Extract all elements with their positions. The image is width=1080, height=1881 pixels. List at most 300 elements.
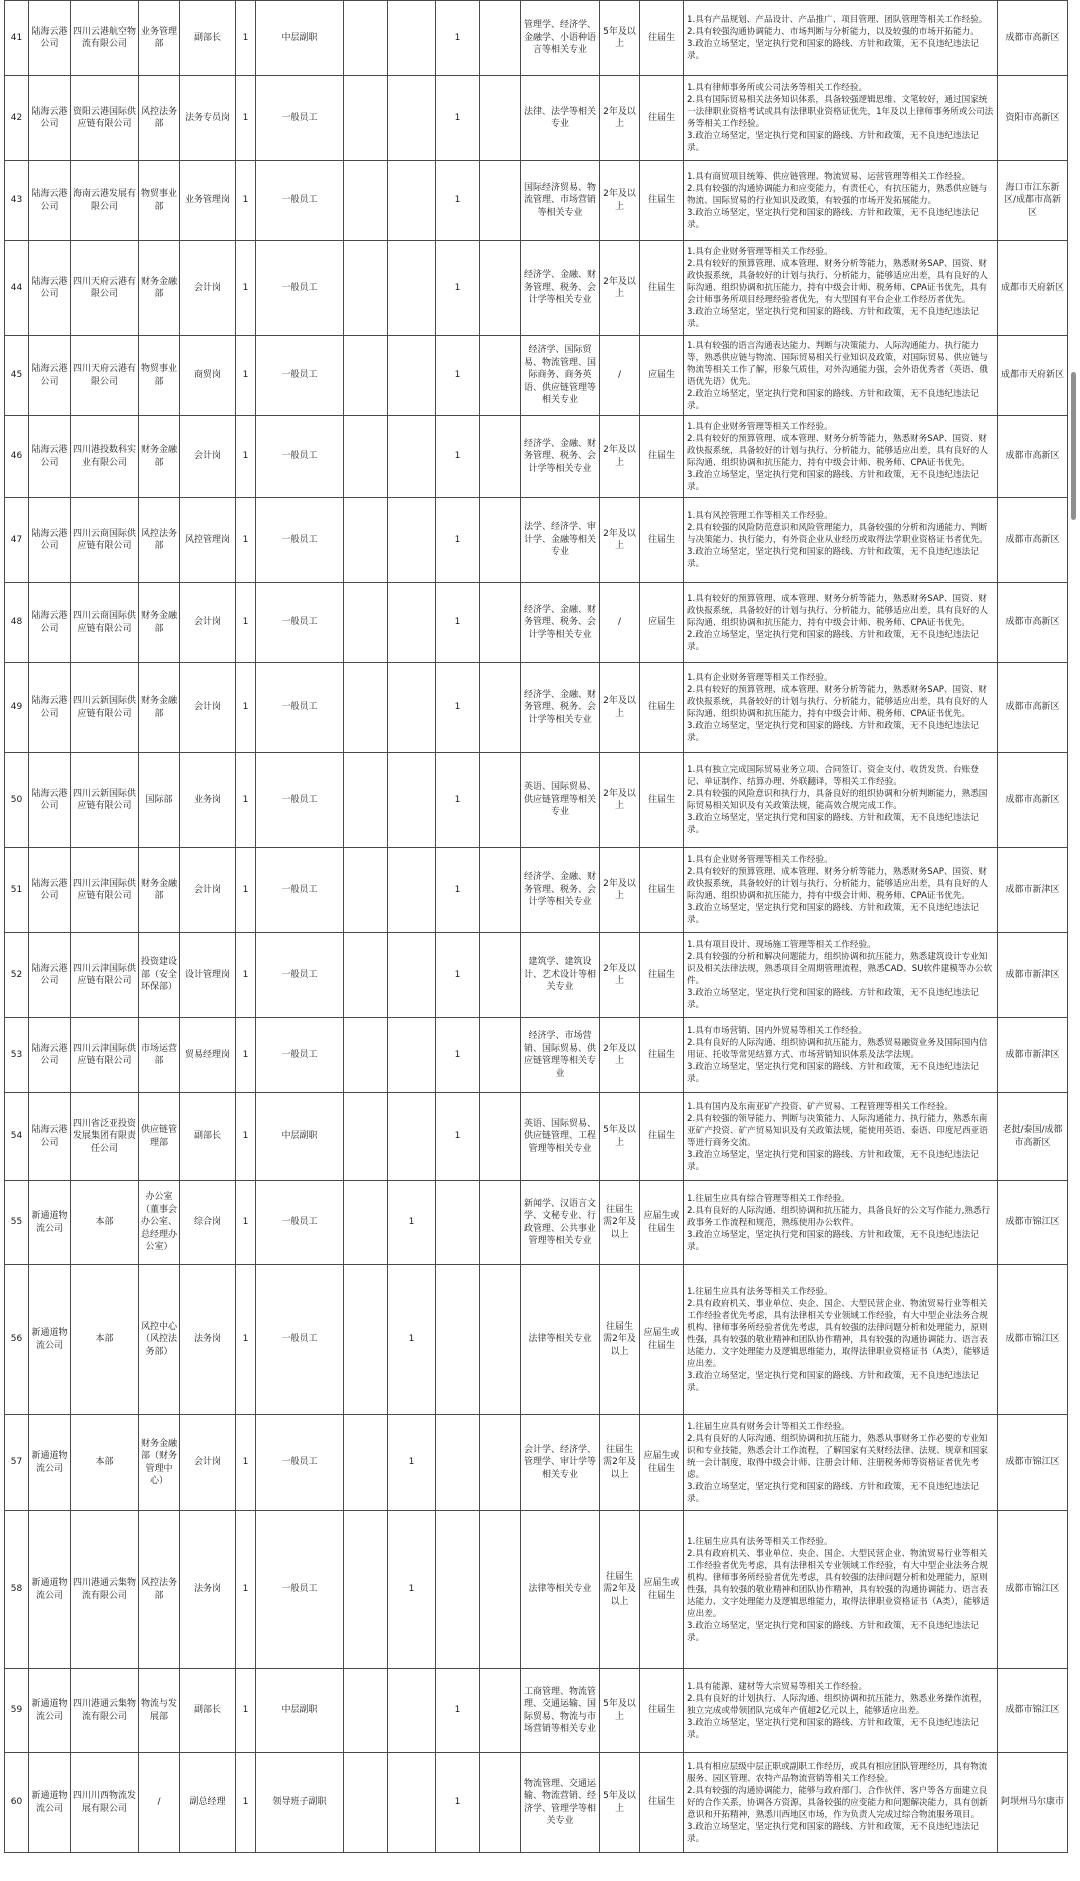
requirement-line: 2.具有较强的风险意识和执行力，具备良好的组织协调和分析判断能力，熟悉国际贸易相关知识及有关政策法规，能高效合规完成工作。	[687, 789, 988, 811]
company-cell: 本部	[71, 1181, 139, 1265]
company-cell: 四川云商国际供应链有限公司	[71, 498, 139, 583]
requirement-line: 1.往届生应具有法务等相关工作经验。	[687, 1536, 833, 1547]
experience-cell: 2年及以上	[600, 663, 640, 753]
count-col-4	[480, 1511, 521, 1669]
headcount-cell: 1	[236, 1511, 256, 1669]
requirements-cell	[684, 1511, 998, 1669]
experience-cell: 往届生需2年及以上	[600, 1511, 640, 1669]
count-col-4	[480, 1415, 521, 1511]
count-col-3: 1	[436, 583, 480, 663]
requirement-line: 3.政治立场坚定，坚定执行党和国家的路线、方针和政策，无不良违纪违法记录。	[687, 903, 979, 925]
level-cell: 一般员工	[256, 1415, 344, 1511]
group-cell: 新通道物流公司	[29, 1511, 71, 1669]
company-cell: 四川云新国际供应链有限公司	[71, 663, 139, 753]
count-col-4	[480, 76, 521, 161]
location-cell: 成都市新津区	[998, 848, 1068, 933]
location-cell: 老挝/泰国/成都市高新区	[998, 1093, 1068, 1181]
requirement-line: 3.政治立场坚定，坚定执行党和国家的路线、方针和政策，无不良违纪违法记录。	[687, 1229, 979, 1252]
major-cell: 法学、经济学、审计学、金融等相关专业	[521, 498, 600, 583]
experience-cell: 往届生需2年及以上	[600, 1265, 640, 1415]
count-col-1	[344, 1415, 388, 1511]
requirements-cell	[684, 1, 998, 76]
table-row	[5, 161, 1068, 241]
count-col-1	[344, 1181, 388, 1265]
major-cell: 经济学、市场营销、国际贸易、供应链管理等相关专业	[521, 1018, 600, 1093]
requirement-line: 1.具有企业财务管理等相关工作经验。	[687, 421, 833, 432]
requirement-line: 1.具有律师事务所或公司法务等相关工作经验。	[687, 83, 868, 93]
requirement-line: 2.具有较好的预算管理、成本管理、财务分析等能力，熟悉财务SAP、国资、财政快报系统，具备较好的计划与执行、分析能力，能够适应出差，具有良好的人际沟通、组织协调和抗压能力，持有中级会计师、税务师、CPA证书优先，具有会计师事务所项目经理经验者优先，有大型国有平台企业工作经历者优先。	[687, 259, 988, 305]
count-col-3: 1	[436, 753, 480, 848]
experience-cell: 5年及以上	[600, 1753, 640, 1853]
department-cell: 物贸事业部	[139, 161, 180, 241]
requirement-line: 1.往届生应具有综合管理等相关工作经验。	[687, 1193, 850, 1204]
requirement-line: 3.政治立场坚定，坚定执行党和国家的路线、方针和政策，无不良违纪违法记录。	[687, 720, 979, 743]
headcount-cell: 1	[236, 933, 256, 1018]
headcount-cell: 1	[236, 336, 256, 416]
group-cell: 陆海云港公司	[29, 753, 71, 848]
row-number: 45	[5, 336, 29, 416]
requirement-line: 2.具有良好的计划执行、人际沟通、组织协调和抗压能力，熟悉业务操作流程，独立完成或带领团队完成年产值超2亿元以上，能够适应出差。	[687, 1693, 988, 1716]
row-number: 50	[5, 753, 29, 848]
count-col-3: 1	[436, 1, 480, 76]
requirement-line: 2.具有较好的预算管理、成本管理、财务分析等能力，熟悉财务SAP、国资、财政快报系统，具备较好的计划与执行、分析能力，能够适应出差，具有良好的人际沟通、组织协调和抗压能力，持有中级会计师、税务师、CPA证书优先。	[687, 433, 988, 468]
position-cell: 法务岗	[180, 1265, 236, 1415]
count-col-4	[480, 753, 521, 848]
major-cell: 经济学、金融、财务管理、税务、会计学等相关专业	[521, 583, 600, 663]
requirements-cell	[684, 241, 998, 336]
position-cell: 业务管理岗	[180, 161, 236, 241]
requirement-line: 1.具有企业财务管理等相关工作经验。	[687, 855, 833, 865]
count-col-3	[436, 1511, 480, 1669]
requirements-cell	[684, 848, 998, 933]
requirements-cell	[684, 1181, 998, 1265]
table-row	[5, 1669, 1068, 1753]
department-cell: 办公室（董事会办公室、总经理办公室）	[139, 1181, 180, 1265]
company-cell: 四川云津国际供应链有限公司	[71, 848, 139, 933]
headcount-cell: 1	[236, 1018, 256, 1093]
experience-cell: 5年及以上	[600, 1669, 640, 1753]
count-col-3	[436, 1415, 480, 1511]
count-col-1	[344, 161, 388, 241]
position-cell: 会计岗	[180, 583, 236, 663]
count-col-3: 1	[436, 416, 480, 498]
count-col-1	[344, 1753, 388, 1853]
requirements-cell	[684, 1018, 998, 1093]
table-row	[5, 1265, 1068, 1415]
requirement-line: 3.政治立场坚定，坚定执行党和国家的路线、方针和政策，无不良违纪违法记录。	[687, 307, 979, 329]
count-col-2: 1	[388, 1511, 436, 1669]
major-cell: 工商管理、物流管理、交通运输、国际贸易、物流与市场营销等相关专业	[521, 1669, 600, 1753]
count-col-3: 1	[436, 1018, 480, 1093]
requirement-line: 1.具有项目设计、现场施工管理等相关工作经验。	[687, 940, 876, 950]
requirement-line: 3.政治立场坚定，坚定执行党和国家的路线、方针和政策，无不良违纪违法记录。	[687, 207, 979, 230]
position-cell: 设计管理岗	[180, 933, 236, 1018]
count-col-4	[480, 1669, 521, 1753]
count-col-1	[344, 241, 388, 336]
company-cell: 四川天府云港有限公司	[71, 241, 139, 336]
count-col-3: 1	[436, 336, 480, 416]
company-cell: 四川云港航空物流有限公司	[71, 1, 139, 76]
department-cell: 财务金融部	[139, 241, 180, 336]
group-cell: 陆海云港公司	[29, 161, 71, 241]
graduate-type-cell: 往届生	[640, 1093, 684, 1181]
level-cell: 一般员工	[256, 848, 344, 933]
row-number: 58	[5, 1511, 29, 1669]
position-cell: 法务专员岗	[180, 76, 236, 161]
department-cell: 国际部	[139, 753, 180, 848]
requirement-line: 3.政治立场坚定，坚定执行党和国家的路线、方针和政策，无不良违纪违法记录。	[687, 1821, 979, 1844]
row-number: 44	[5, 241, 29, 336]
table-row	[5, 663, 1068, 753]
location-cell: 成都市锦江区	[998, 1265, 1068, 1415]
group-cell: 陆海云港公司	[29, 933, 71, 1018]
position-cell: 会计岗	[180, 848, 236, 933]
graduate-type-cell: 应届生或往届生	[640, 1511, 684, 1669]
graduate-type-cell: 往届生	[640, 663, 684, 753]
count-col-4	[480, 848, 521, 933]
graduate-type-cell: 往届生	[640, 753, 684, 848]
location-cell: 资阳市高新区	[998, 76, 1068, 161]
headcount-cell: 1	[236, 1181, 256, 1265]
group-cell: 陆海云港公司	[29, 498, 71, 583]
count-col-2: 1	[388, 1415, 436, 1511]
requirement-line: 3.政治立场坚定，坚定执行党和国家的路线、方针和政策，无不良违纪违法记录。	[687, 1481, 979, 1504]
location-cell: 成都市高新区	[998, 663, 1068, 753]
requirement-line: 1.往届生应具有法务等相关工作经验。	[687, 1286, 833, 1297]
requirement-line: 1.具有企业财务管理等相关工作经验。	[687, 672, 833, 683]
position-cell: 法务岗	[180, 1511, 236, 1669]
recruitment-table	[4, 0, 1068, 1853]
requirement-line: 2.具有较强的沟通协调能力，能够与政府部门、合作伙伴、客户等各方面建立良好的合作关系，协调各方资源，具备较强的应变能力和问题解决能力，具有创新意识和开拓精神，熟悉川西地区市场，作为负责人完成过综合物流服务项目。	[687, 1785, 988, 1820]
count-col-1	[344, 848, 388, 933]
company-cell: 资阳云港国际供应链有限公司	[71, 76, 139, 161]
position-cell: 会计岗	[180, 663, 236, 753]
company-cell: 四川川西物流发展有限公司	[71, 1753, 139, 1853]
count-col-2	[388, 848, 436, 933]
level-cell: 一般员工	[256, 1181, 344, 1265]
requirement-line: 3.政治立场坚定，坚定执行党和国家的路线、方针和政策，无不良违纪违法记录。	[687, 988, 979, 1010]
headcount-cell: 1	[236, 1, 256, 76]
count-col-3	[436, 1181, 480, 1265]
headcount-cell: 1	[236, 583, 256, 663]
level-cell: 一般员工	[256, 416, 344, 498]
requirement-line: 3.政治立场坚定，坚定执行党和国家的路线、方针和政策，无不良违纪违法记录。	[687, 813, 979, 835]
count-col-2	[388, 241, 436, 336]
count-col-1	[344, 336, 388, 416]
location-cell: 成都市高新区	[998, 498, 1068, 583]
location-cell: 成都市锦江区	[998, 1669, 1068, 1753]
major-cell: 国际经济贸易、物流管理、市场营销等相关专业	[521, 161, 600, 241]
department-cell: 供应链管理部	[139, 1093, 180, 1181]
location-cell: 成都市新津区	[998, 1018, 1068, 1093]
department-cell: 财务金融部	[139, 416, 180, 498]
requirement-line: 3.政治立场坚定，坚定执行党和国家的路线、方针和政策，无不良违纪违法记录。	[687, 1717, 979, 1740]
experience-cell: 往届生需2年及以上	[600, 1181, 640, 1265]
major-cell: 新闻学、汉语言文学、文秘专业、行政管理、公共事业管理等相关专业	[521, 1181, 600, 1265]
requirement-line: 2.具有较强的领导能力、判断与决策能力、人际沟通能力、执行能力，熟悉东南亚矿产投资、矿产贸易知识及有关政策法规，能使用英语、泰语、印度尼西亚语等进行商务交流。	[687, 1113, 988, 1148]
count-col-1	[344, 663, 388, 753]
headcount-cell: 1	[236, 1093, 256, 1181]
count-col-4	[480, 583, 521, 663]
count-col-4	[480, 1018, 521, 1093]
count-col-2	[388, 161, 436, 241]
row-number: 43	[5, 161, 29, 241]
table-row	[5, 933, 1068, 1018]
experience-cell: 往届生需2年及以上	[600, 1415, 640, 1511]
experience-cell: 2年及以上	[600, 76, 640, 161]
count-col-2: 1	[388, 1265, 436, 1415]
level-cell: 一般员工	[256, 753, 344, 848]
graduate-type-cell: 往届生	[640, 848, 684, 933]
table-row	[5, 1511, 1068, 1669]
experience-cell: 2年及以上	[600, 933, 640, 1018]
major-cell: 经济学、国际贸易、物流管理、国际商务、商务英语、供应链管理等相关专业	[521, 336, 600, 416]
requirement-line: 2.具有较强的风险防范意识和风险管理能力，具备较强的分析和沟通能力、判断与决策能力、执行能力，有外资企业从业经历或取得法学职业资格证书者优先。	[687, 523, 988, 545]
count-col-4	[480, 1093, 521, 1181]
department-cell: 财务金融部	[139, 848, 180, 933]
experience-cell: /	[600, 336, 640, 416]
requirement-line: 1.具有市场营销、国内外贸易等相关工作经验。	[687, 1026, 868, 1036]
level-cell: 一般员工	[256, 336, 344, 416]
department-cell: 风控法务部	[139, 498, 180, 583]
headcount-cell: 1	[236, 753, 256, 848]
requirement-line: 2.具有较强沟通协调能力、市场判断与分析能力，以及较强的市场开拓能力。	[687, 27, 979, 37]
department-cell: 财务金融部（财务管理中心）	[139, 1415, 180, 1511]
major-cell: 物流管理、交通运输、物流营销、经济学、管理学等相关专业	[521, 1753, 600, 1853]
position-cell: 副总经理	[180, 1753, 236, 1853]
table-row	[5, 336, 1068, 416]
requirement-line: 3.政治立场坚定，坚定执行党和国家的路线、方针和政策，无不良违纪违法记录。	[687, 547, 979, 569]
count-col-2	[388, 498, 436, 583]
requirement-line: 1.具有较强的语言沟通表达能力、判断与决策能力、人际沟通能力、执行能力等，熟悉供应链与物流、国际贸易相关行业知识及政策，对国际贸易、供应链与物流等相关工作了解，形象气质佳，对外沟通能力强，会外语优秀者（英语、俄语优先语）优先。	[687, 340, 988, 387]
count-col-1	[344, 76, 388, 161]
major-cell: 建筑学、建筑设计、艺术设计等相关专业	[521, 933, 600, 1018]
company-cell: 四川云津国际供应链有限公司	[71, 933, 139, 1018]
position-cell: 副部长	[180, 1093, 236, 1181]
level-cell: 一般员工	[256, 241, 344, 336]
requirement-line: 1.具有风控管理工作等相关工作经验。	[687, 511, 833, 521]
company-cell: 四川港投数科实业有限公司	[71, 416, 139, 498]
location-cell: 成都市天府新区	[998, 241, 1068, 336]
level-cell: 中层副职	[256, 1, 344, 76]
department-cell: 物流与发展部	[139, 1669, 180, 1753]
table-row	[5, 848, 1068, 933]
graduate-type-cell: 往届生	[640, 1753, 684, 1853]
requirement-line: 1.具有较好的预算管理、成本管理、财务分析等能力，熟悉财务SAP、国资、财政快报系统，具备较好的计划与执行、分析能力，能够适应出差，具有良好的人际沟通、组织协调和抗压能力，持有中级会计师、税务师、CPA证书优先。	[687, 593, 988, 628]
count-col-1	[344, 1, 388, 76]
position-cell: 副部长	[180, 1, 236, 76]
count-col-1	[344, 933, 388, 1018]
count-col-4	[480, 1265, 521, 1415]
count-col-3: 1	[436, 933, 480, 1018]
requirements-cell	[684, 76, 998, 161]
requirement-line: 3.政治立场坚定，坚定执行党和国家的路线、方针和政策，无不良违纪违法记录。	[687, 131, 979, 153]
requirement-line: 2.具有良好的人际沟通、组织协调和抗压能力，熟悉从事财务工作必要的专业知识和专业技能，熟悉会计工作流程，了解国家有关财经法律、法规、规章和国家统一会计制度，取得中级会计师、注册会计师、注册税务师等资格证者优先考虑。	[687, 1433, 988, 1480]
requirement-line: 2.具有较强的分析和解决问题能力，组织协调和抗压能力，熟悉建筑设计专业知识及相关法律法规，熟悉项目全周期管理流程，熟悉CAD、SU软件建模等办公软件。	[687, 952, 993, 986]
position-cell: 会计岗	[180, 241, 236, 336]
department-cell: 市场运营部	[139, 1018, 180, 1093]
row-number: 53	[5, 1018, 29, 1093]
table-row	[5, 1, 1068, 76]
row-number: 57	[5, 1415, 29, 1511]
table-row	[5, 1093, 1068, 1181]
headcount-cell: 1	[236, 663, 256, 753]
major-cell: 法律、法学等相关专业	[521, 76, 600, 161]
headcount-cell: 1	[236, 1669, 256, 1753]
requirement-line: 1.具有国内及东南亚矿产投资、矿产贸易、工程管理等相关工作经验。	[687, 1101, 954, 1112]
graduate-type-cell: 往届生	[640, 1018, 684, 1093]
group-cell: 新通道物流公司	[29, 1265, 71, 1415]
position-cell: 综合岗	[180, 1181, 236, 1265]
count-col-3: 1	[436, 1753, 480, 1853]
position-cell: 业务岗	[180, 753, 236, 848]
location-cell: 成都市高新区	[998, 583, 1068, 663]
count-col-3: 1	[436, 76, 480, 161]
requirement-line: 2.具有较强的沟通协调能力和应变能力，有责任心，有抗压能力，熟悉供应链与物流、国际贸易的行业知识及政策，有较强的市场开发拓展能力。	[687, 183, 988, 206]
company-cell: 四川省泛亚投资发展集团有限责任公司	[71, 1093, 139, 1181]
level-cell: 领导班子副职	[256, 1753, 344, 1853]
graduate-type-cell: 应届生或往届生	[640, 1265, 684, 1415]
company-cell: 海南云港发展有限公司	[71, 161, 139, 241]
level-cell: 一般员工	[256, 76, 344, 161]
row-number: 49	[5, 663, 29, 753]
count-col-3	[436, 1265, 480, 1415]
department-cell: 风控中心（风控法务部）	[139, 1265, 180, 1415]
requirements-cell	[684, 1753, 998, 1853]
requirement-line: 1.具有能源、建材等大宗贸易等相关工作经验。	[687, 1681, 868, 1692]
requirements-cell	[684, 336, 998, 416]
major-cell: 会计学、经济学、管理学、审计学等相关专业	[521, 1415, 600, 1511]
count-col-1	[344, 1018, 388, 1093]
graduate-type-cell: 应届生	[640, 336, 684, 416]
row-number: 59	[5, 1669, 29, 1753]
experience-cell: 5年及以上	[600, 1, 640, 76]
vertical-scrollbar[interactable]	[1071, 372, 1076, 520]
requirements-cell	[684, 583, 998, 663]
count-col-1	[344, 498, 388, 583]
experience-cell: 2年及以上	[600, 498, 640, 583]
graduate-type-cell: 往届生	[640, 76, 684, 161]
department-cell: 风控法务部	[139, 76, 180, 161]
group-cell: 陆海云港公司	[29, 241, 71, 336]
level-cell: 一般员工	[256, 1018, 344, 1093]
company-cell: 四川云新国际供应链有限公司	[71, 753, 139, 848]
requirements-cell	[684, 1415, 998, 1511]
count-col-2	[388, 416, 436, 498]
level-cell: 一般员工	[256, 1265, 344, 1415]
count-col-4	[480, 498, 521, 583]
requirement-line: 2.具有较好的预算管理、成本管理、财务分析等能力，熟悉财务SAP、国资、财政快报系统，具备较好的计划与执行、分析能力，能够适应出差，具有良好的人际沟通、组织协调和抗压能力，持有中级会计师、税务师、CPA证书优先。	[687, 684, 988, 719]
graduate-type-cell: 应届生或往届生	[640, 1181, 684, 1265]
group-cell: 新通道物流公司	[29, 1415, 71, 1511]
requirement-line: 1.具有商贸项目统筹、供应链管理、物流贸易、运营管理等相关工作经验。	[687, 171, 971, 182]
requirement-line: 3.政治立场坚定，坚定执行党和国家的路线、方针和政策，无不良违纪违法记录。	[687, 1370, 979, 1393]
location-cell: 成都市天府新区	[998, 336, 1068, 416]
requirement-line: 2.政治立场坚定，坚定执行党和国家的路线、方针和政策，无不良违纪违法记录。	[687, 388, 979, 411]
row-number: 52	[5, 933, 29, 1018]
department-cell: 投资建设部（安全环保部）	[139, 933, 180, 1018]
requirement-line: 2.具有政府机关、事业单位、央企、国企、大型民营企业、物流贸易行业等相关工作经验者优先考虑，具有法律相关专业领域工作经验，有大中型企业法务合规机构、律师事务所经验者优先考虑，具有较强的法律问题分析和处理能力，原则性强，具有较强的敬业精神和团队协作精神，具有较强的沟通协调能力、语言表达能力、文字处理能力及逻辑思维能力，取得法律职业资格证书（A类），能够适应出差。	[687, 1548, 990, 1619]
major-cell: 经济学、金融、财务管理、税务、会计学等相关专业	[521, 848, 600, 933]
position-cell: 会计岗	[180, 416, 236, 498]
count-col-1	[344, 1511, 388, 1669]
requirement-line: 1.具有企业财务管理等相关工作经验。	[687, 247, 833, 257]
group-cell: 陆海云港公司	[29, 1, 71, 76]
location-cell: 成都市高新区	[998, 753, 1068, 848]
department-cell: 物贸事业部	[139, 336, 180, 416]
level-cell: 一般员工	[256, 583, 344, 663]
company-cell: 四川港通云集物流有限公司	[71, 1511, 139, 1669]
table-row	[5, 241, 1068, 336]
count-col-2	[388, 1093, 436, 1181]
experience-cell: 5年及以上	[600, 1093, 640, 1181]
count-col-3: 1	[436, 1093, 480, 1181]
requirement-line: 3.政治立场坚定，坚定执行党和国家的路线、方针和政策，无不良违纪违法记录。	[687, 1062, 979, 1084]
requirement-line: 3.政治立场坚定，坚定执行党和国家的路线、方针和政策，无不良违纪违法记录。	[687, 1149, 979, 1172]
count-col-1	[344, 1669, 388, 1753]
company-cell: 四川港通云集物流有限公司	[71, 1669, 139, 1753]
company-cell: 四川云津国际供应链有限公司	[71, 1018, 139, 1093]
level-cell: 一般员工	[256, 933, 344, 1018]
count-col-2	[388, 933, 436, 1018]
group-cell: 新通道物流公司	[29, 1669, 71, 1753]
count-col-2	[388, 336, 436, 416]
count-col-4	[480, 933, 521, 1018]
graduate-type-cell: 往届生	[640, 1, 684, 76]
group-cell: 新通道物流公司	[29, 1181, 71, 1265]
count-col-4	[480, 416, 521, 498]
level-cell: 一般员工	[256, 1511, 344, 1669]
experience-cell: 2年及以上	[600, 161, 640, 241]
major-cell: 经济学、金融、财务管理、税务、会计学等相关专业	[521, 241, 600, 336]
table-row	[5, 753, 1068, 848]
graduate-type-cell: 往届生	[640, 498, 684, 583]
table-row	[5, 1415, 1068, 1511]
count-col-3: 1	[436, 498, 480, 583]
table-body	[5, 1, 1068, 1853]
headcount-cell: 1	[236, 1415, 256, 1511]
count-col-3: 1	[436, 241, 480, 336]
headcount-cell: 1	[236, 161, 256, 241]
position-cell: 贸易经理岗	[180, 1018, 236, 1093]
row-number: 60	[5, 1753, 29, 1853]
level-cell: 一般员工	[256, 161, 344, 241]
department-cell: 风控法务部	[139, 1511, 180, 1669]
requirements-cell	[684, 1265, 998, 1415]
level-cell: 一般员工	[256, 663, 344, 753]
company-cell: 四川云商国际供应链有限公司	[71, 583, 139, 663]
row-number: 42	[5, 76, 29, 161]
count-col-1	[344, 753, 388, 848]
table-row	[5, 583, 1068, 663]
department-cell: /	[139, 1753, 180, 1853]
location-cell: 成都市锦江区	[998, 1511, 1068, 1669]
group-cell: 陆海云港公司	[29, 848, 71, 933]
company-cell: 本部	[71, 1415, 139, 1511]
headcount-cell: 1	[236, 416, 256, 498]
count-col-2	[388, 1, 436, 76]
count-col-3: 1	[436, 161, 480, 241]
requirements-cell	[684, 663, 998, 753]
location-cell: 成都市高新区	[998, 1, 1068, 76]
position-cell: 副部长	[180, 1669, 236, 1753]
position-cell: 风控管理岗	[180, 498, 236, 583]
major-cell: 法律等相关专业	[521, 1265, 600, 1415]
table-row	[5, 1018, 1068, 1093]
requirement-line: 2.政治立场坚定，坚定执行党和国家的路线、方针和政策，无不良违纪违法记录。	[687, 629, 979, 652]
count-col-4	[480, 1753, 521, 1853]
count-col-4	[480, 241, 521, 336]
